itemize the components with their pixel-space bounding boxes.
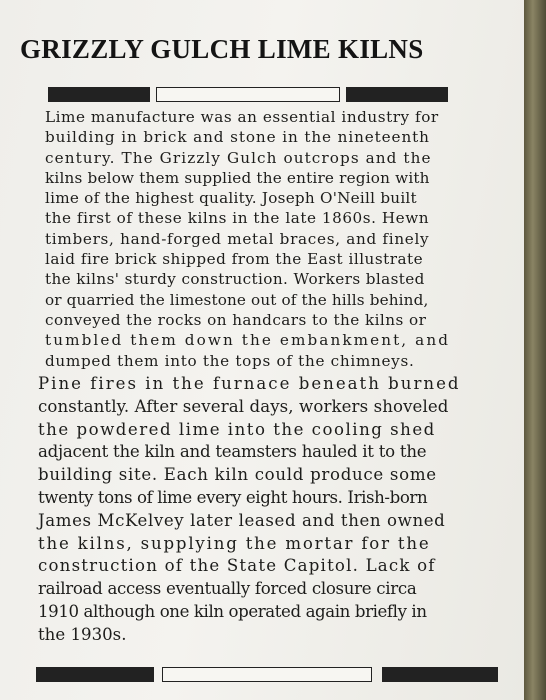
bottom-right-divider-bar: [382, 667, 498, 682]
text-line: the first of these kilns in the late 1860s. Hewn: [45, 209, 430, 228]
text-line: tumbled them down the embankment, and: [45, 331, 451, 350]
bottom-center-divider-bar: [162, 667, 372, 682]
text-line: building site. Each kiln could produce some: [38, 465, 437, 485]
top-center-divider-bar: [156, 87, 340, 102]
sign-body-text-upper: [45, 107, 455, 371]
text-line: construction of the State Capitol. Lack of: [38, 556, 436, 576]
text-line: James McKelvey later leased and then owned: [38, 510, 446, 530]
text-line: adjacent the kiln and teamsters hauled it to the: [38, 442, 427, 462]
text-line: Lime manufacture was an essential industry for: [45, 108, 439, 126]
sign-frame-edge: [524, 0, 546, 700]
text-line: dumped them into the tops of the chimneys.: [45, 351, 415, 370]
text-line: lime of the highest quality. Joseph O'Neill built: [45, 189, 417, 208]
text-line: or quarried the limestone out of the hills behind,: [45, 290, 429, 309]
text-line: twenty tons of lime every eight hours. Irish-born: [38, 487, 428, 507]
top-left-divider-bar: [48, 87, 150, 102]
sign-title: GRIZZLY GULCH LIME KILNS: [20, 34, 424, 64]
text-line: constantly. After several days, workers shoveled: [38, 396, 449, 416]
text-line: the powdered lime into the cooling shed: [38, 419, 436, 439]
text-line: railroad access eventually forced closure circa: [38, 579, 417, 599]
text-line: century. The Grizzly Gulch outcrops and the: [45, 148, 432, 167]
text-line: the kilns' sturdy construction. Workers blasted: [45, 270, 425, 289]
top-right-divider-bar: [346, 87, 448, 102]
text-line: Pine fires in the furnace beneath burned: [38, 374, 461, 393]
text-line: kilns below them supplied the entire region with: [45, 168, 430, 187]
text-line: laid fire brick shipped from the East illustrate: [45, 250, 424, 269]
text-line: timbers, hand-forged metal braces, and finely: [45, 229, 430, 248]
bottom-left-divider-bar: [36, 667, 154, 682]
text-line: the kilns, supplying the mortar for the: [38, 533, 431, 553]
text-line: building in brick and stone in the nineteenth: [45, 128, 430, 147]
text-line: 1910 although one kiln operated again briefly in: [38, 601, 427, 621]
text-line: conveyed the rocks on handcars to the kilns or: [45, 310, 427, 329]
sign-body-text-lower: [38, 373, 498, 647]
text-line: the 1930s.: [38, 624, 127, 644]
